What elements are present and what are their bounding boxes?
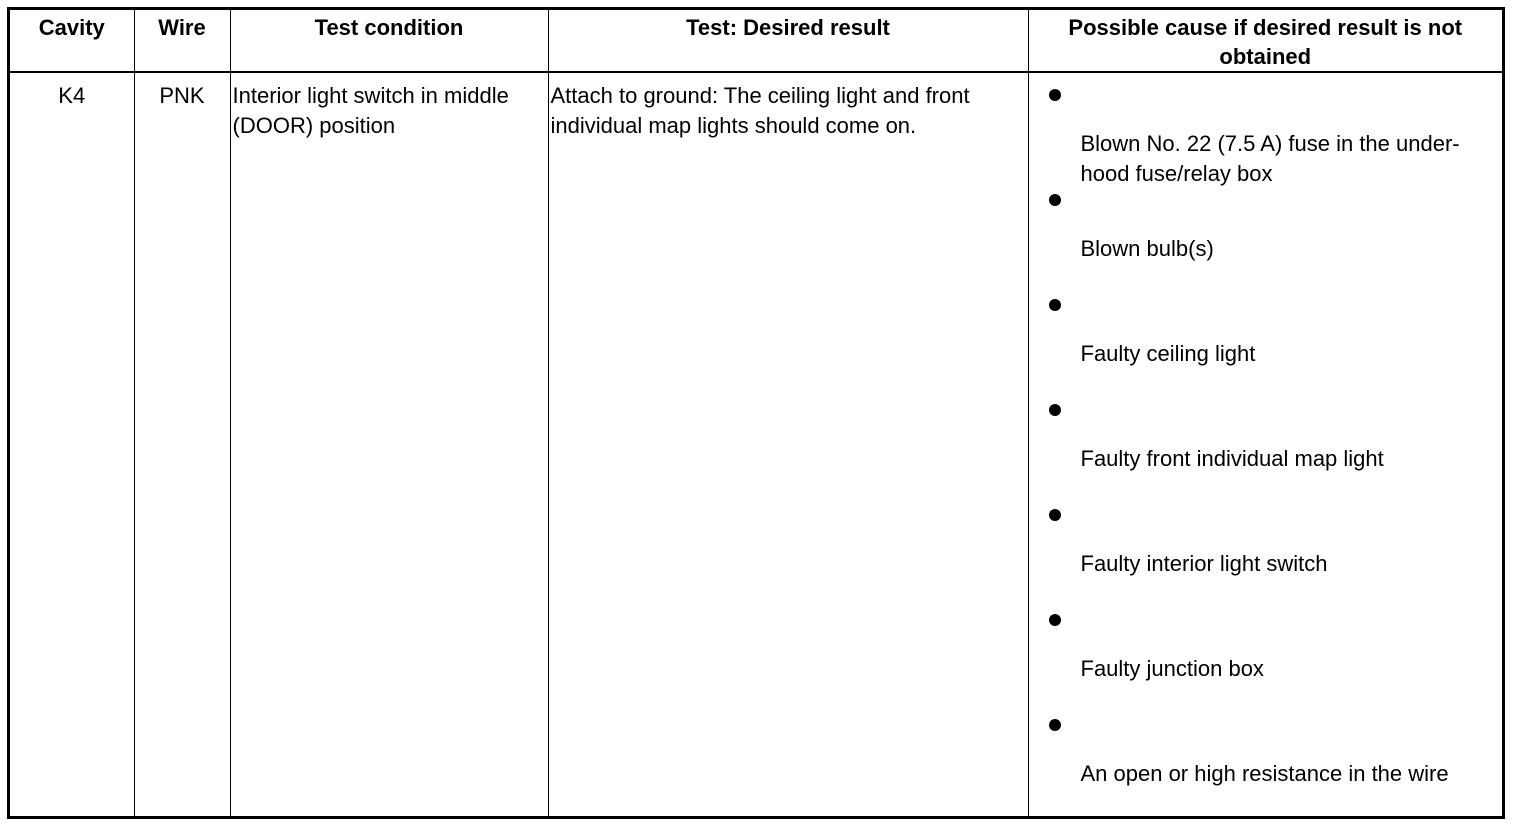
list-item xyxy=(1029,186,1503,291)
cause-text: An open or high resistance in the wire xyxy=(1080,761,1449,786)
bullet-icon xyxy=(1049,89,1061,101)
header-desired-result: Test: Desired result xyxy=(548,10,1028,72)
bullet-icon xyxy=(1049,404,1061,416)
cause-text: Blown bulb(s) xyxy=(1080,236,1214,261)
header-possible-cause: Possible cause if desired result is not obtained xyxy=(1028,10,1502,72)
diagnostic-table-frame xyxy=(7,7,1505,819)
list-item xyxy=(1029,501,1503,606)
list-item xyxy=(1029,711,1503,816)
cause-text: Faulty ceiling light xyxy=(1080,341,1256,366)
list-item xyxy=(1029,81,1503,186)
bullet-icon xyxy=(1049,614,1061,626)
cause-text: Blown No. 22 (7.5 A) fuse in the under-hood fuse/relay box xyxy=(1080,131,1460,186)
cell-cavity: K4 xyxy=(10,72,134,816)
header-row xyxy=(10,10,1502,72)
header-test-condition: Test condition xyxy=(230,10,548,72)
header-wire: Wire xyxy=(134,10,230,72)
cause-text: Faulty front individual map light xyxy=(1080,446,1384,471)
table-row xyxy=(10,72,1502,816)
bullet-icon xyxy=(1049,299,1061,311)
list-item xyxy=(1029,606,1503,711)
cell-desired-result: Attach to ground: The ceiling light and front individual map lights should come on. xyxy=(548,72,1028,816)
bullet-icon xyxy=(1049,719,1061,731)
bullet-icon xyxy=(1049,509,1061,521)
diagnostic-table xyxy=(10,10,1502,816)
bullet-icon xyxy=(1049,194,1061,206)
header-cavity: Cavity xyxy=(10,10,134,72)
list-item xyxy=(1029,396,1503,501)
cause-text: Faulty interior light switch xyxy=(1080,551,1328,576)
cause-list xyxy=(1029,81,1503,816)
cause-text: Faulty junction box xyxy=(1080,656,1264,681)
cell-wire: PNK xyxy=(134,72,230,816)
list-item xyxy=(1029,291,1503,396)
cell-possible-cause xyxy=(1028,72,1502,816)
cell-test-condition: Interior light switch in middle (DOOR) position xyxy=(230,72,548,816)
